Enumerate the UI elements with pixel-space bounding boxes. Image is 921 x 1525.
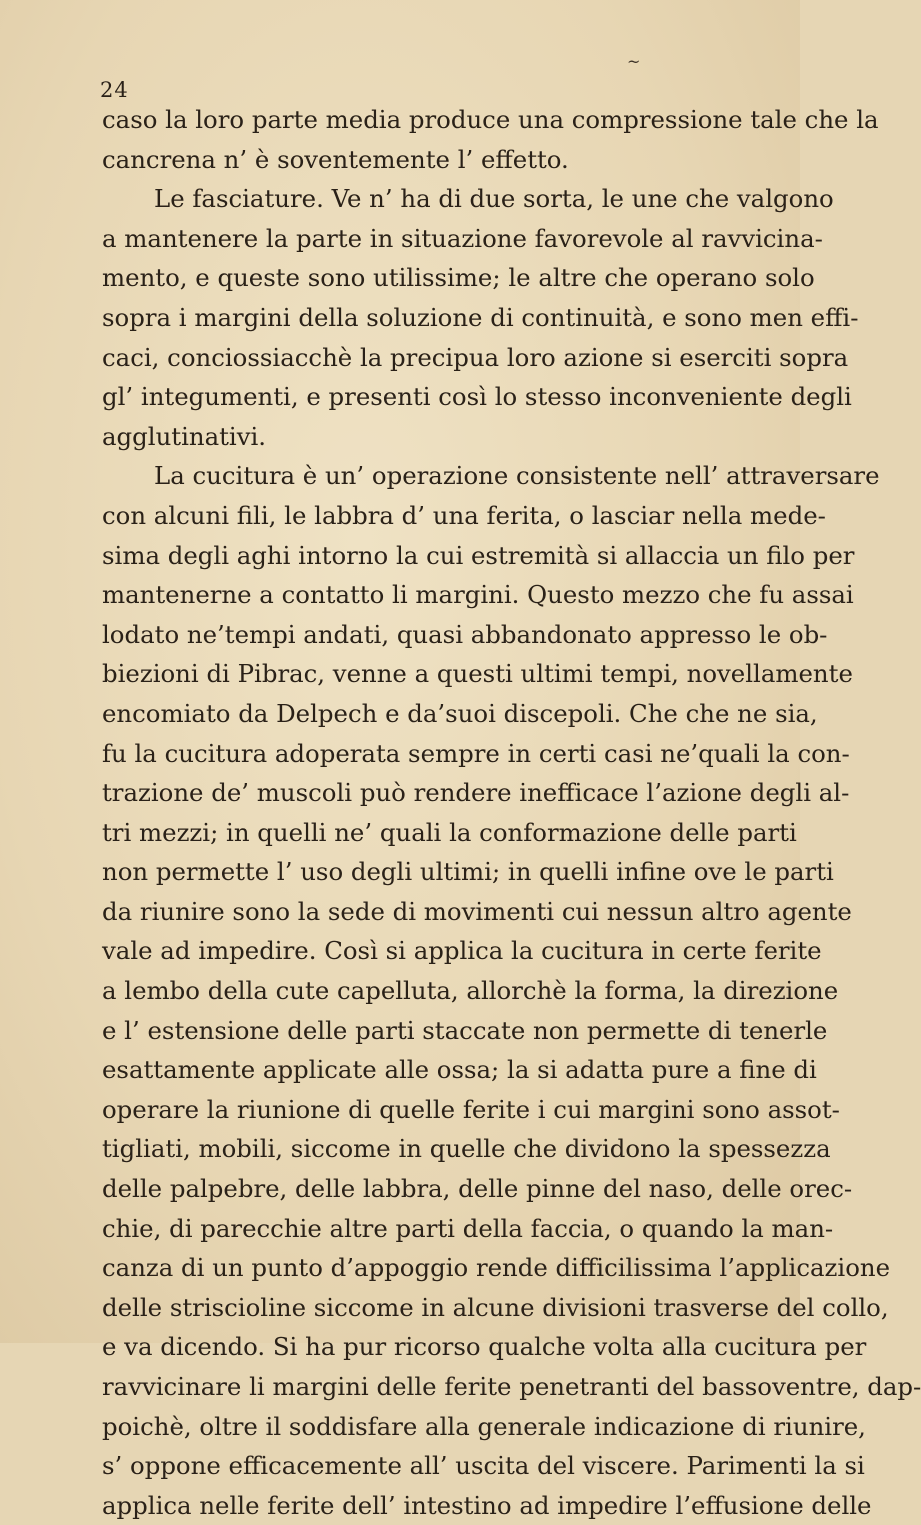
text-line: a lembo della cute capelluta, allorchè la forma, la direzione [102,976,839,1006]
text-line: da riunire sono la sede di movimenti cui nessun altro agente [102,896,852,926]
text-line: fu la cucitura adoperata sempre in certi casi ne’quali la con- [102,738,850,768]
text-line: canza di un punto d’appoggio rende difficilissima l’applicazione [102,1253,891,1283]
text-line: tigliati, mobili, siccome in quelle che dividono la spessezza [102,1134,831,1164]
text-line: cancrena n’ è soventemente l’ effetto. [102,144,569,174]
text-line: operare la riunione di quelle ferite i cui margini sono assot- [102,1094,840,1124]
text-line: lodato ne’tempi andati, quasi abbandonato appresso le ob- [102,619,828,649]
text-line: e l’ estensione delle parti staccate non permette di tenerle [102,1015,828,1045]
text-line: sima degli aghi intorno la cui estremità si allaccia un filo per [102,540,855,570]
text-line: delle palpebre, delle labbra, delle pinne del naso, delle orec- [102,1174,853,1204]
text-line: La cucitura è un’ operazione consistente nell’ attraversare [154,461,880,491]
text-line: agglutinativi. [102,421,267,451]
page-number: 24 [100,78,129,102]
text-line: con alcuni fili, le labbra d’ una ferita, o lasciar nella mede- [102,500,826,530]
text-line: applica nelle ferite dell’ intestino ad impedire l’effusione delle [102,1490,872,1520]
text-line: gl’ integumenti, e presenti così lo stesso inconveniente degli [102,382,852,412]
text-line: trazione de’ muscoli può rendere inefficace l’azione degli al- [102,778,850,808]
text-line: caci, conciossiacchè la precipua loro azione si eserciti sopra [102,342,849,372]
text-line: poichè, oltre il soddisfare alla generale indicazione di riunire, [102,1411,866,1441]
text-line: vale ad impedire. Così si applica la cucitura in certe ferite [102,936,822,966]
corner-mark: ~ [627,52,641,71]
text-line: Le fasciature. Ve n’ ha di due sorta, le une che valgono [154,184,834,214]
text-line: e va dicendo. Si ha pur ricorso qualche volta alla cucitura per [102,1332,867,1362]
text-line: caso la loro parte media produce una compressione tale che la [102,105,879,134]
text-line: mento, e queste sono utilissime; le altre che operano solo [102,263,815,293]
text-line: mantenerne a contatto li margini. Questo mezzo che fu assai [102,580,854,610]
text-line: encomiato da Delpech e da’suoi discepoli. Che che ne sia, [102,698,818,728]
text-line: non permette l’ uso degli ultimi; in quelli infine ove le parti [102,857,834,887]
text-line: chie, di parecchie altre parti della faccia, o quando la man- [102,1213,834,1243]
text-line: sopra i margini della soluzione di continuità, e sono men effi- [102,302,859,332]
text-line: biezioni di Pibrac, venne a questi ultimi tempi, novellamente [102,659,853,689]
text-line: ravvicinare li margini delle ferite penetranti del bassoventre, dap- [102,1372,921,1401]
body-text [102,100,921,1525]
text-line: delle striscioline siccome in alcune divisioni trasverse del collo, [102,1292,889,1322]
text-line: a mantenere la parte in situazione favorevole al ravvicina- [102,223,823,253]
text-line: tri mezzi; in quelli ne’ quali la conformazione delle parti [102,817,797,847]
text-line: s’ oppone efficacemente all’ uscita del viscere. Parimenti la si [102,1451,865,1481]
text-line: esattamente applicate alle ossa; la si adatta pure a fine di [102,1055,817,1085]
